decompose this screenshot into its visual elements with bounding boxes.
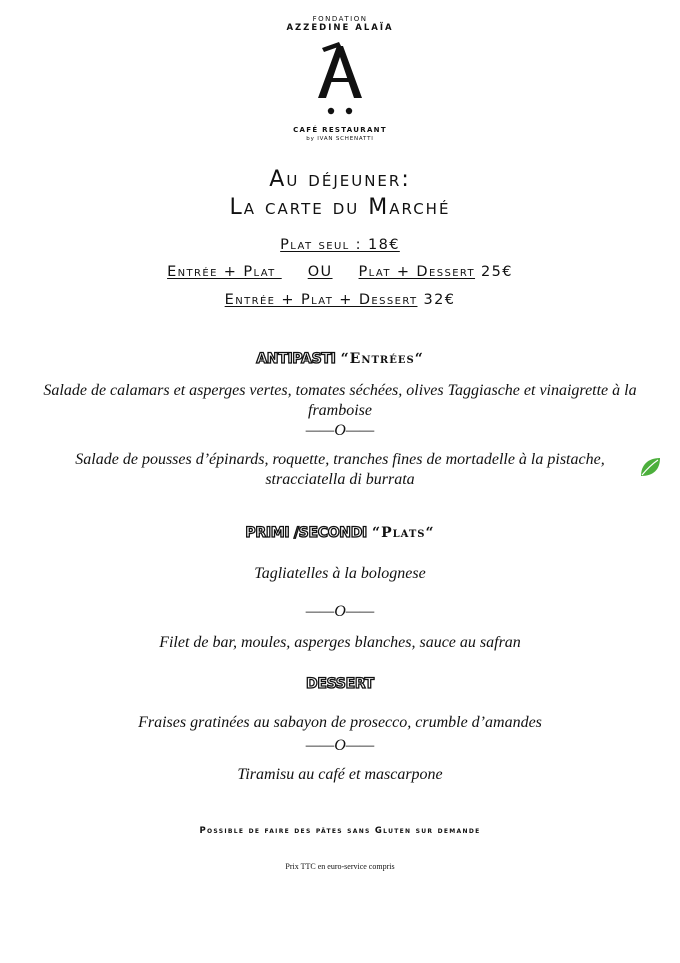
price-formule-2 bbox=[0, 263, 680, 281]
logo-name: AZZEDINE ALAÏA bbox=[286, 23, 394, 33]
gluten-note: Possible de faire des pâtes sans Gluten sur demande bbox=[199, 826, 481, 836]
prix-note: Prix TTC en euro-service compris bbox=[285, 862, 395, 871]
logo-a-mark bbox=[310, 40, 370, 120]
price-ou: OU bbox=[307, 264, 333, 280]
title-line-1: Au déjeuner: bbox=[269, 167, 411, 192]
price-plat-seul-text: Plat seul : 18€ bbox=[280, 237, 400, 253]
separator: ——O—— bbox=[305, 737, 375, 754]
price-plat-dessert-amount: 25€ bbox=[475, 264, 513, 280]
price-entree-plat: Entrée + Plat bbox=[167, 264, 282, 280]
antipasti-dish-1-line-2: framboise bbox=[308, 402, 372, 419]
antipasti-subheading: “Entrées“ bbox=[340, 351, 424, 367]
section-dessert bbox=[0, 674, 680, 693]
primi-dish-1: Tagliatelles à la bolognese bbox=[254, 565, 426, 582]
antipasti-dish-1-line-1: Salade de calamars et asperges vertes, tomates séchées, olives Taggiasche et vinaigrette à la bbox=[43, 382, 637, 399]
logo-fondation: FONDATION bbox=[312, 15, 368, 23]
section-primi bbox=[0, 523, 680, 542]
price-plat-dessert: Plat + Dessert bbox=[358, 264, 476, 280]
antipasti-dish-2-line-1: Salade de pousses d’épinards, roquette, tranches fines de mortadelle à la pistache, bbox=[75, 451, 605, 468]
primi-dish-2: Filet de bar, moules, asperges blanches, sauce au safran bbox=[159, 634, 521, 651]
logo-cafe: CAFÉ RESTAURANT bbox=[293, 126, 387, 134]
primi-subheading: “Plats“ bbox=[372, 525, 435, 541]
price-entree-plat-dessert-amount: 32€ bbox=[417, 292, 456, 308]
price-entree-plat-dessert: Entrée + Plat + Dessert bbox=[224, 292, 418, 308]
dessert-dish-1: Fraises gratinées au sabayon de prosecco, crumble d’amandes bbox=[138, 714, 542, 731]
antipasti-dish-2-line-2: stracciatella di burrata bbox=[265, 471, 415, 488]
price-formule-3 bbox=[0, 291, 680, 309]
dessert-dish-2: Tiramisu au café et mascarpone bbox=[237, 766, 443, 783]
leaf-icon bbox=[638, 455, 662, 479]
logo-by: by IVAN SCHENATTI bbox=[306, 136, 374, 142]
antipasti-heading: ANTIPASTI bbox=[256, 351, 336, 367]
section-antipasti bbox=[0, 349, 680, 368]
separator: ——O—— bbox=[305, 603, 375, 620]
price-plat-seul bbox=[0, 236, 680, 254]
logo-a-icon bbox=[310, 40, 370, 120]
primi-heading: PRIMI /SECONDI bbox=[245, 525, 367, 541]
dessert-heading: DESSERT bbox=[306, 676, 374, 692]
title-line-2: La carte du Marché bbox=[229, 195, 451, 220]
separator: ——O—— bbox=[305, 422, 375, 439]
